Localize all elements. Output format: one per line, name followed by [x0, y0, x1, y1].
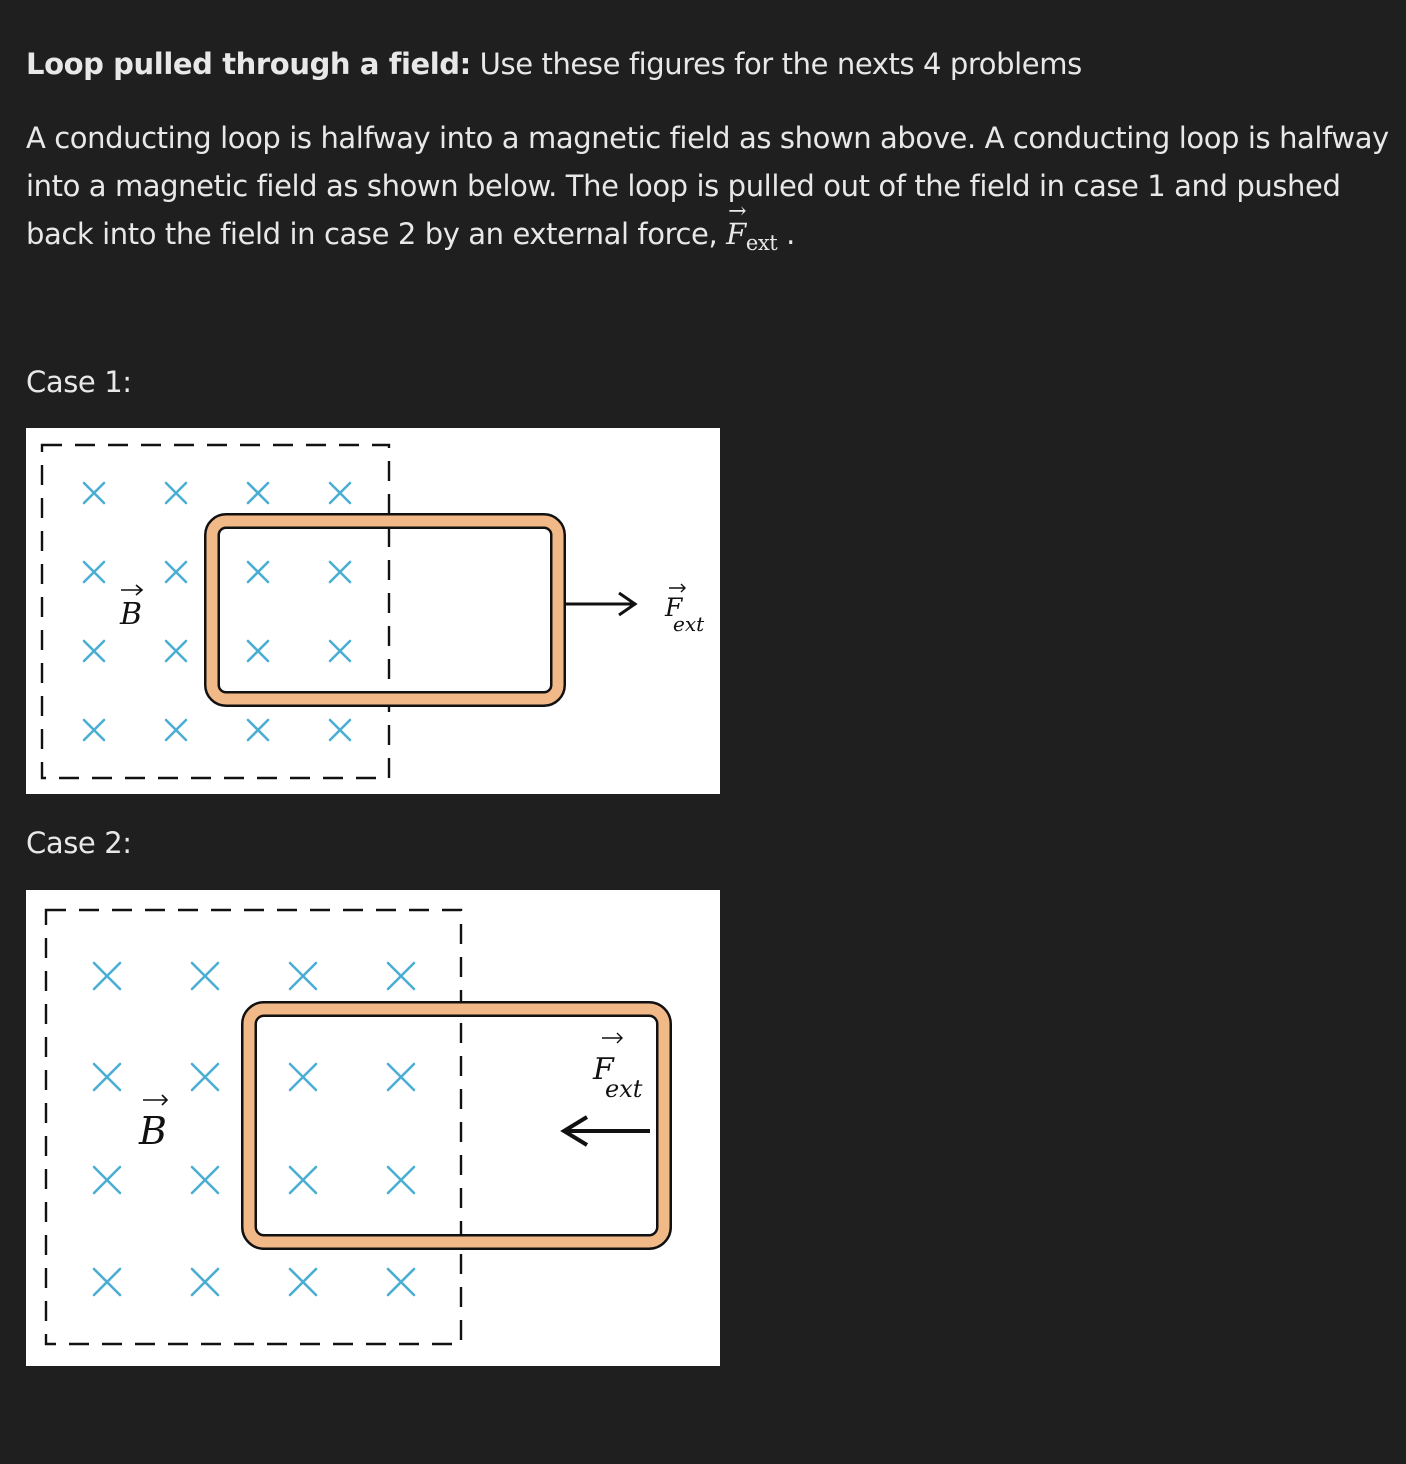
case2-force-label: F [593, 1052, 614, 1087]
case2-force-vector [592, 1033, 643, 1103]
vector-arrow-icon [121, 585, 142, 595]
case1-force-label: F [665, 593, 683, 622]
case1-force-vector [664, 584, 705, 636]
heading-rest: Use these figures for the nexts 4 problems [470, 47, 1082, 81]
problem-heading [26, 44, 1082, 84]
case2-field-vector [138, 1095, 167, 1153]
case1-label: Case 1: [26, 365, 132, 399]
description-text: A conducting loop is halfway into a magnetic field as shown above. A conducting loop is halfway into a magnetic field as shown below. The loop is pulled out of the field in case 1 and pushed back into the field in case 2 by an external force, [26, 121, 1389, 251]
vector-arrow-icon [669, 584, 685, 592]
case1-force-subscript: ext [673, 612, 705, 636]
case2-conducting-loop [249, 1009, 664, 1242]
case1-force-arrow [566, 593, 635, 615]
case2-field-label: B [139, 1109, 167, 1153]
case1-figure [26, 428, 720, 794]
case1-field-vector [119, 585, 142, 632]
case1-conducting-loop [212, 521, 558, 699]
heading-bold: Loop pulled through a field: [26, 47, 471, 81]
force-subscript: ext [745, 231, 778, 255]
case2-force-arrow [564, 1117, 650, 1145]
vector-arrow-icon: → [728, 199, 747, 224]
problem-description [26, 114, 1398, 267]
vector-arrow-icon [143, 1095, 167, 1105]
case2-force-subscript: ext [605, 1075, 643, 1103]
case2-figure [26, 890, 720, 1366]
vector-arrow-icon [602, 1033, 622, 1043]
description-end: . [777, 217, 795, 251]
case2-label: Case 2: [26, 826, 132, 860]
force-vector-symbol [726, 199, 747, 258]
force-symbol: F [726, 217, 746, 251]
case1-field-label: B [120, 597, 143, 632]
